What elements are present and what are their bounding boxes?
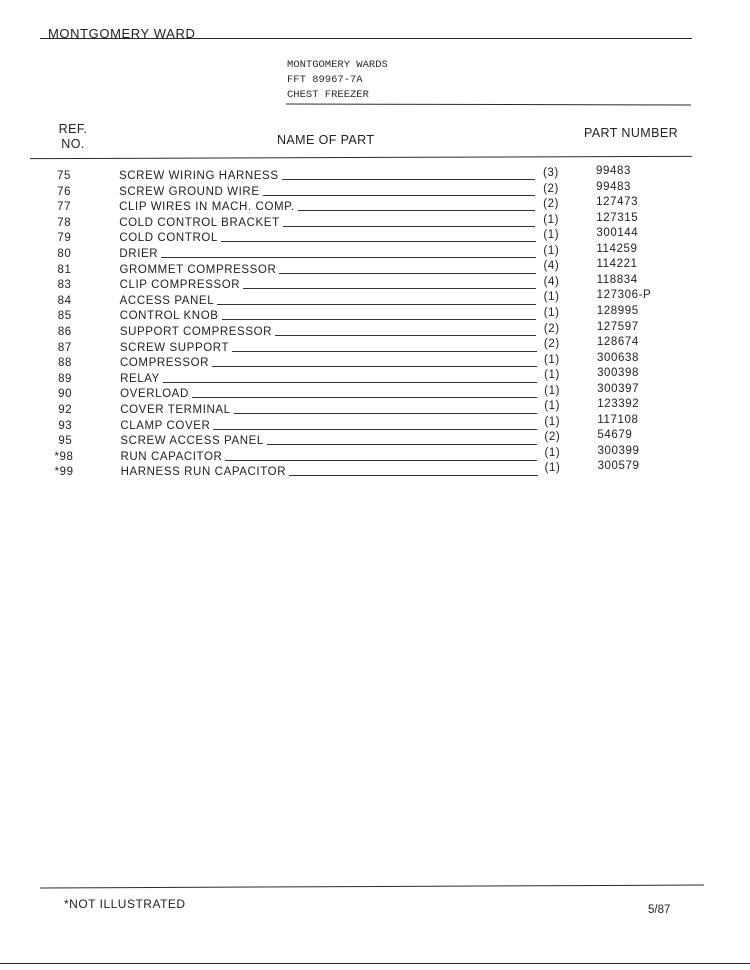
part-ref-number: 88 (57, 357, 72, 370)
part-number: 99483 (596, 165, 631, 177)
part-quantity: (1) (543, 353, 560, 366)
leader-line (120, 382, 537, 383)
part-name: GROMMET COMPRESSOR (119, 264, 279, 276)
part-quantity: (1) (543, 213, 560, 226)
part-quantity: (2) (543, 182, 559, 195)
part-name: COLD CONTROL (119, 232, 221, 244)
brand-title: MONTGOMERY WARD (48, 26, 196, 41)
part-name: DRIER (119, 248, 161, 260)
part-ref-number: 78 (57, 216, 72, 229)
part-number: 300579 (597, 460, 640, 473)
bottom-rule (0, 963, 750, 964)
part-ref-number: *98 (54, 450, 74, 463)
part-number: 300398 (597, 367, 640, 380)
part-name: COVER TERMINAL (120, 404, 233, 416)
part-name: CLIP WIRES IN MACH. COMP. (119, 201, 298, 213)
part-number: 118834 (596, 273, 638, 286)
part-ref-number: *99 (54, 466, 74, 479)
part-name: CONTROL KNOB (120, 310, 222, 322)
part-ref-number: 86 (57, 326, 72, 338)
part-quantity: (4) (543, 260, 560, 273)
footnote-not-illustrated: *NOT ILLUSTRATED (64, 897, 186, 911)
part-number: 127315 (596, 211, 639, 224)
part-row (54, 460, 699, 481)
part-ref-number: 90 (58, 388, 73, 401)
part-number: 54679 (597, 429, 633, 442)
part-number: 300399 (597, 444, 640, 457)
part-quantity: (2) (543, 198, 560, 211)
part-quantity: (1) (544, 415, 561, 428)
part-number: 99483 (596, 180, 632, 193)
part-number: 128674 (596, 336, 639, 349)
part-number: 127306-P (596, 289, 652, 302)
part-name: COLD CONTROL BRACKET (119, 217, 282, 229)
part-name: SCREW WIRING HARNESS (119, 170, 282, 182)
part-number: 300144 (596, 227, 639, 240)
part-ref-number: 76 (57, 185, 72, 198)
model-line-brand: MONTGOMERY WARDS (287, 59, 388, 71)
part-ref-number: 93 (58, 419, 73, 432)
column-header-ref-line1: REF. (58, 122, 88, 136)
column-header-name: NAME OF PART (277, 133, 375, 147)
part-ref-number: 75 (57, 170, 71, 182)
part-ref-number: 81 (57, 263, 72, 276)
part-name: COMPRESSOR (120, 357, 212, 369)
part-name: SCREW ACCESS PANEL (120, 435, 267, 447)
part-quantity: (1) (543, 244, 560, 257)
part-quantity: (1) (544, 400, 561, 413)
part-number: 114259 (596, 242, 638, 255)
part-name: OVERLOAD (120, 388, 192, 400)
part-name: RUN CAPACITOR (120, 451, 225, 463)
part-name: RELAY (120, 373, 163, 385)
part-quantity: (1) (543, 306, 560, 319)
part-quantity: (1) (543, 229, 560, 242)
part-number: 127473 (596, 196, 639, 209)
part-quantity: (1) (543, 291, 560, 304)
part-quantity: (2) (543, 338, 560, 351)
part-name: SCREW GROUND WIRE (119, 186, 263, 198)
part-name: SUPPORT COMPRESSOR (120, 326, 275, 338)
part-ref-number: 95 (58, 435, 73, 448)
column-header-part-number: PART NUMBER (584, 126, 678, 140)
part-name: HARNESS RUN CAPACITOR (121, 466, 290, 478)
part-quantity: (1) (544, 462, 561, 475)
part-ref-number: 83 (57, 279, 72, 292)
revision-date: 5/87 (648, 904, 671, 916)
part-ref-number: 79 (57, 232, 72, 245)
part-number: 114221 (596, 258, 638, 271)
part-ref-number: 89 (58, 372, 73, 385)
part-quantity: (1) (544, 446, 561, 459)
part-name: CLAMP COVER (120, 420, 213, 432)
part-number: 128995 (596, 304, 639, 317)
leader-line (119, 257, 535, 258)
part-number: 300397 (597, 382, 640, 395)
part-quantity: (3) (543, 167, 559, 179)
part-name: CLIP COMPRESSOR (120, 279, 244, 291)
part-ref-number: 92 (58, 404, 73, 416)
part-quantity: (2) (543, 322, 560, 335)
part-quantity: (1) (544, 369, 560, 382)
part-number: 300638 (596, 351, 639, 364)
part-number: 127597 (596, 320, 639, 333)
part-ref-number: 87 (57, 341, 72, 354)
part-number: 117108 (597, 413, 639, 426)
part-ref-number: 85 (57, 310, 72, 323)
part-ref-number: 84 (57, 294, 72, 307)
model-line-type: CHEST FREEZER (287, 89, 369, 101)
part-quantity: (4) (543, 275, 560, 288)
part-name: SCREW SUPPORT (120, 342, 232, 354)
column-header-ref-line2: NO. (61, 137, 85, 151)
part-quantity: (1) (544, 384, 560, 397)
part-ref-number: 77 (57, 201, 72, 214)
part-ref-number: 80 (57, 248, 72, 260)
model-line-number: FFT 89967-7A (287, 74, 363, 86)
part-name: ACCESS PANEL (120, 295, 218, 307)
part-quantity: (2) (544, 431, 561, 444)
part-number: 123392 (597, 398, 640, 411)
